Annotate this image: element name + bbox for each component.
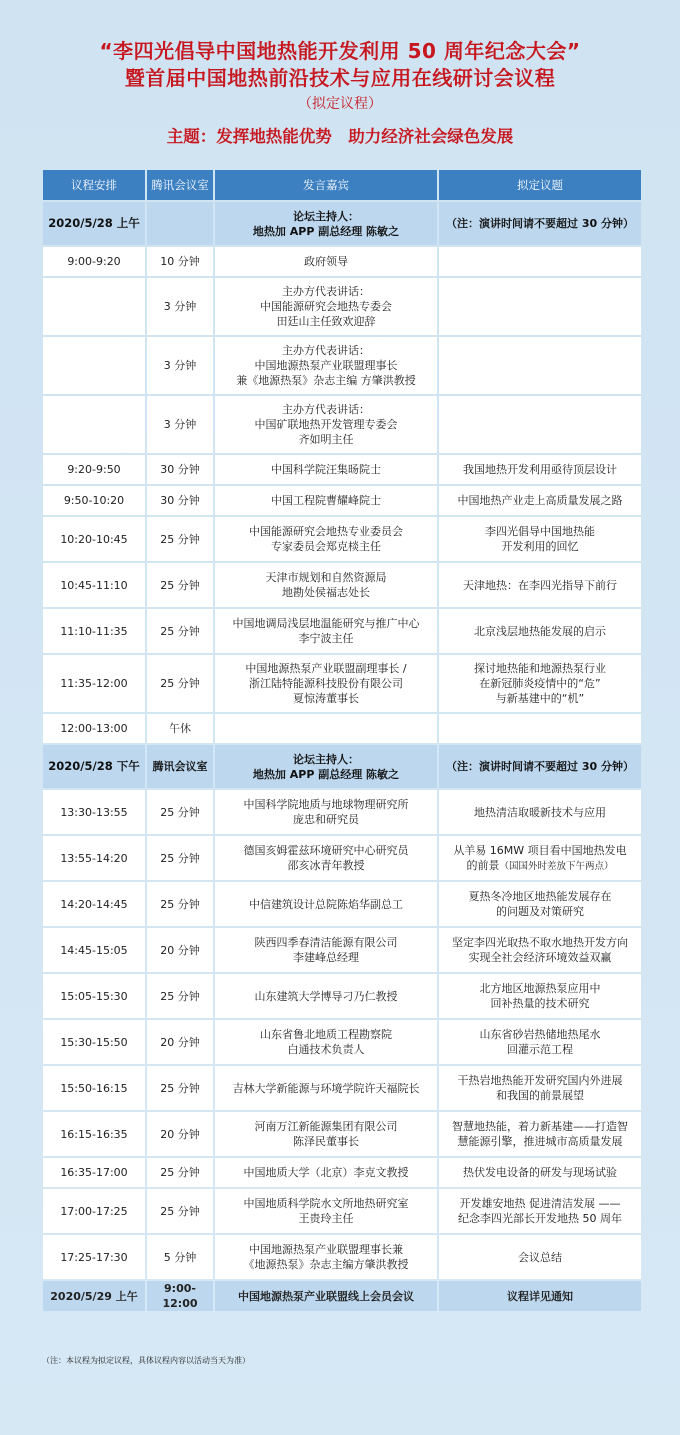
topic-cell <box>439 337 641 394</box>
topic-cell-line: 夏热冬冷地区地热能发展存在 <box>468 890 612 903</box>
agenda-row <box>43 882 641 926</box>
speaker-cell-line: 山东建筑大学博导刁乃仁教授 <box>254 989 398 1003</box>
duration-cell: 25 分钟 <box>147 517 213 561</box>
topic-cell-line: 热伏发电设备的研发与现场试验 <box>463 1166 617 1179</box>
speaker-cell-line: 浙江陆特能源科技股份有限公司 <box>249 677 403 690</box>
agenda-theme: 主题：发挥地热能优势 助力经济社会绿色发展 <box>166 127 514 146</box>
agenda-row <box>43 563 641 607</box>
speaker-cell-line: 地勘处侯福志处长 <box>282 586 370 599</box>
session-note: （注：演讲时间请不要超过 30 分钟） <box>439 202 641 245</box>
agenda-row <box>43 1112 641 1156</box>
speaker-cell-line: 中国科学院汪集旸院士 <box>271 463 381 476</box>
speaker-cell-line: 主办方代表讲话： <box>282 344 370 357</box>
speaker-cell <box>215 836 437 880</box>
duration-cell: 25 分钟 <box>147 1158 213 1187</box>
time-cell: 11:10-11:35 <box>43 609 145 653</box>
topic-cell <box>439 1112 641 1156</box>
topic-cell-line: 纪念李四光部长开发地热 50 周年 <box>458 1212 622 1225</box>
speaker-cell-line: 中国地调局浅层地温能研究与推广中心 <box>232 617 420 630</box>
topic-cell-line: 北京浅层地热能发展的启示 <box>474 624 606 638</box>
topic-cell-line: 干热岩地热能开发研究国内外进展 <box>457 1074 623 1087</box>
agenda-row <box>43 714 641 743</box>
column-header-topic: 拟定议题 <box>439 170 641 200</box>
topic-cell-line: 中国地热产业走上高质量发展之路 <box>457 494 623 507</box>
topic-cell-remark: （国国外时差放下午两点） <box>499 860 614 872</box>
topic-cell-line: 我国地热开发利用亟待顶层设计 <box>463 463 617 476</box>
topic-cell-line: 开发利用的回忆 <box>501 540 579 553</box>
session-date: 2020/5/28 上午 <box>43 202 145 245</box>
topic-cell-line: 慧能源引擎，推进城市高质量发展 <box>457 1135 623 1148</box>
topic-cell-line: 山东省砂岩热储地热尾水 <box>479 1028 601 1041</box>
speaker-cell-line: 中国地质科学院水文所地热研究室 <box>243 1197 409 1210</box>
session-note: （注：演讲时间请不要超过 30 分钟） <box>439 745 641 788</box>
time-cell <box>43 396 145 453</box>
topic-cell-line: 地热清洁取暖新技术与应用 <box>474 805 606 819</box>
speaker-cell <box>215 790 437 834</box>
topic-cell <box>439 1020 641 1064</box>
topic-cell-line: 探讨地热能和地源热泵行业 <box>474 662 606 675</box>
topic-cell <box>439 563 641 607</box>
duration-cell: 5 分钟 <box>147 1235 213 1279</box>
topic-cell <box>439 396 641 453</box>
speaker-cell <box>215 1189 437 1233</box>
topic-cell <box>439 1066 641 1110</box>
speaker-cell <box>215 455 437 484</box>
speaker-cell-line: 天津市规划和自然资源局 <box>265 571 387 584</box>
topic-cell-line: 李四光倡导中国地热能 <box>485 525 595 538</box>
duration-cell: 25 分钟 <box>147 609 213 653</box>
topic-cell-line: 从羊易 16MW 项目看中国地热发电 <box>453 843 627 857</box>
topic-cell-line: 实现全社会经济环境效益双赢 <box>468 951 612 964</box>
speaker-cell-line: 陕西四季春清洁能源有限公司 <box>254 936 398 949</box>
topic-cell <box>439 974 641 1018</box>
topic-cell-line: 天津地热：在李四光指导下前行 <box>463 578 617 592</box>
agenda-subtitle: （拟定议程） <box>298 96 382 112</box>
title-line-1: “李四光倡导中国地热能开发利用 50 周年纪念大会” <box>99 39 581 63</box>
agenda-row <box>43 337 641 394</box>
speaker-cell-line: 中国能源研究会地热专委会 <box>260 300 392 313</box>
agenda-row <box>43 655 641 712</box>
time-cell: 13:30-13:55 <box>43 790 145 834</box>
column-header-room: 腾讯会议室 <box>147 170 213 200</box>
speaker-cell-line: 田廷山主任致欢迎辞 <box>276 315 376 328</box>
topic-cell <box>439 882 641 926</box>
agenda-row <box>43 609 641 653</box>
speaker-cell-line: 白通技术负责人 <box>287 1043 365 1056</box>
agenda-row <box>43 836 641 880</box>
host-label: 论坛主持人： <box>293 752 359 766</box>
time-cell: 15:50-16:15 <box>43 1066 145 1110</box>
speaker-cell-line: 山东省鲁北地质工程勘察院 <box>260 1028 392 1041</box>
speaker-cell-line: 河南万江新能源集团有限公司 <box>254 1120 398 1133</box>
duration-cell: 30 分钟 <box>147 455 213 484</box>
session-room <box>147 202 213 245</box>
agenda-header <box>0 0 680 148</box>
duration-cell: 25 分钟 <box>147 836 213 880</box>
topic-cell <box>439 486 641 515</box>
agenda-row <box>43 278 641 335</box>
speaker-cell-line: 中国地源热泵产业联盟副理事长 / <box>245 662 407 675</box>
speaker-cell-line: 德国亥姆霍兹环境研究中心研究员 <box>243 844 409 857</box>
duration-cell: 20 分钟 <box>147 1112 213 1156</box>
duration-cell: 25 分钟 <box>147 1066 213 1110</box>
speaker-cell <box>215 1235 437 1279</box>
speaker-cell <box>215 974 437 1018</box>
speaker-cell <box>215 1066 437 1110</box>
topic-cell-line: 开发雄安地热 促进清洁发展 —— <box>459 1197 621 1210</box>
speaker-cell-line: 中国科学院地质与地球物理研究所 <box>243 798 409 811</box>
duration-cell: 25 分钟 <box>147 563 213 607</box>
speaker-cell-line: 《地源热泵》杂志主编方肇洪教授 <box>243 1258 409 1271</box>
host-name: 地热加 APP 副总经理 陈敏之 <box>252 767 400 781</box>
session-room: 腾讯会议室 <box>147 745 213 788</box>
topic-cell <box>439 1189 641 1233</box>
duration-cell: 30 分钟 <box>147 486 213 515</box>
agenda-row <box>43 517 641 561</box>
speaker-cell-line: 中国地源热泵产业联盟理事长 <box>254 359 398 372</box>
time-cell: 16:35-17:00 <box>43 1158 145 1187</box>
time-cell: 9:20-9:50 <box>43 455 145 484</box>
speaker-cell-line: 政府领导 <box>304 255 348 268</box>
time-cell: 12:00-13:00 <box>43 714 145 743</box>
time-cell: 11:35-12:00 <box>43 655 145 712</box>
column-header-speaker: 发言嘉宾 <box>215 170 437 200</box>
speaker-cell-line: 中国矿联地热开发管理专委会 <box>254 418 398 431</box>
speaker-cell-line: 主办方代表讲话： <box>282 285 370 298</box>
speaker-cell-line: 中国地质大学（北京）李克文教授 <box>243 1166 409 1179</box>
table-header-row <box>43 170 641 200</box>
speaker-cell-line: 李建峰总经理 <box>293 951 359 964</box>
time-cell: 14:20-14:45 <box>43 882 145 926</box>
topic-cell <box>439 517 641 561</box>
duration-cell: 20 分钟 <box>147 1020 213 1064</box>
duration-cell: 3 分钟 <box>147 278 213 335</box>
footnote: （注：本议程为拟定议程，具体议程内容以活动当天为准） <box>42 1356 250 1365</box>
speaker-cell <box>215 1112 437 1156</box>
final-date: 2020/5/29 上午 <box>43 1281 145 1311</box>
speaker-cell-line: 中信建筑设计总院陈焰华副总工 <box>249 897 403 911</box>
session-row-afternoon <box>43 745 641 788</box>
time-cell: 17:00-17:25 <box>43 1189 145 1233</box>
time-cell <box>43 337 145 394</box>
agenda-table <box>41 168 643 1313</box>
final-time: 9:00-12:00 <box>147 1281 213 1311</box>
topic-cell-line: 会议总结 <box>518 1250 562 1264</box>
topic-cell-line: 回补热量的技术研究 <box>490 997 590 1010</box>
time-cell: 13:55-14:20 <box>43 836 145 880</box>
topic-cell-line: 与新基建中的“机” <box>495 692 585 705</box>
time-cell: 17:25-17:30 <box>43 1235 145 1279</box>
final-topic: 议程详见通知 <box>439 1281 641 1311</box>
title-line-2: 暨首届中国地热前沿技术与应用在线研讨会议程 <box>124 66 556 90</box>
topic-cell-line: 北方地区地源热泵应用中 <box>479 982 601 995</box>
time-cell: 15:30-15:50 <box>43 1020 145 1064</box>
speaker-cell-line: 主办方代表讲话： <box>282 403 370 416</box>
speaker-cell-line: 齐如明主任 <box>298 433 354 446</box>
duration-cell: 25 分钟 <box>147 1189 213 1233</box>
topic-cell <box>439 714 641 743</box>
session-row-morning <box>43 202 641 245</box>
speaker-cell-line: 兼《地源热泵》杂志主编 方肇洪教授 <box>236 374 416 387</box>
host-label: 论坛主持人： <box>293 209 359 223</box>
topic-cell-line: 和我国的前景展望 <box>496 1089 584 1102</box>
topic-cell <box>439 247 641 276</box>
agenda-row <box>43 928 641 972</box>
speaker-cell <box>215 486 437 515</box>
agenda-row <box>43 790 641 834</box>
speaker-cell-line: 王贵玲主任 <box>298 1212 354 1225</box>
agenda-row <box>43 1189 641 1233</box>
speaker-cell <box>215 882 437 926</box>
time-cell: 16:15-16:35 <box>43 1112 145 1156</box>
duration-cell: 10 分钟 <box>147 247 213 276</box>
agenda-row <box>43 1066 641 1110</box>
speaker-cell <box>215 609 437 653</box>
topic-cell <box>439 278 641 335</box>
topic-cell-line: 在新冠肺炎疫情中的“危” <box>479 677 601 690</box>
topic-cell-line: 的前景（国国外时差放下午两点） <box>466 858 614 872</box>
final-speaker: 中国地源热泵产业联盟线上会员会议 <box>215 1281 437 1311</box>
topic-cell <box>439 928 641 972</box>
speaker-cell-line: 中国能源研究会地热专业委员会 <box>249 525 403 538</box>
speaker-cell <box>215 563 437 607</box>
session-date: 2020/5/28 下午 <box>43 745 145 788</box>
session-host <box>215 745 437 788</box>
topic-cell <box>439 655 641 712</box>
duration-cell: 25 分钟 <box>147 790 213 834</box>
topic-cell-line: 坚定李四光取热不取水地热开发方向 <box>452 936 628 949</box>
speaker-cell-line: 中国工程院曹耀峰院士 <box>271 494 381 507</box>
topic-cell-line: 智慧地热能，着力新基建——打造智 <box>452 1120 628 1133</box>
topic-cell <box>439 1235 641 1279</box>
time-cell <box>43 278 145 335</box>
agenda-row <box>43 1235 641 1279</box>
speaker-cell-line: 邵亥冰青年教授 <box>287 859 365 872</box>
time-cell: 10:45-11:10 <box>43 563 145 607</box>
speaker-cell-line: 专家委员会郑克棪主任 <box>271 540 381 553</box>
speaker-cell <box>215 517 437 561</box>
time-cell: 15:05-15:30 <box>43 974 145 1018</box>
topic-cell <box>439 455 641 484</box>
duration-cell: 25 分钟 <box>147 655 213 712</box>
agenda-row <box>43 1020 641 1064</box>
speaker-cell-line: 吉林大学新能源与环境学院许天福院长 <box>232 1081 420 1095</box>
duration-cell: 午休 <box>147 714 213 743</box>
time-cell: 9:00-9:20 <box>43 247 145 276</box>
speaker-cell <box>215 396 437 453</box>
speaker-cell <box>215 337 437 394</box>
speaker-cell-line: 庞忠和研究员 <box>293 813 359 826</box>
topic-cell-line: 的问题及对策研究 <box>496 905 584 918</box>
duration-cell: 20 分钟 <box>147 928 213 972</box>
agenda-row <box>43 396 641 453</box>
topic-cell <box>439 609 641 653</box>
agenda-row <box>43 1158 641 1187</box>
topic-cell-line: 回灌示范工程 <box>507 1043 573 1056</box>
topic-cell <box>439 836 641 880</box>
agenda-row <box>43 486 641 515</box>
speaker-cell-line: 夏惊涛董事长 <box>293 692 359 705</box>
duration-cell: 3 分钟 <box>147 337 213 394</box>
topic-cell <box>439 790 641 834</box>
speaker-cell <box>215 1020 437 1064</box>
speaker-cell <box>215 1158 437 1187</box>
speaker-cell <box>215 714 437 743</box>
duration-cell: 25 分钟 <box>147 974 213 1018</box>
speaker-cell <box>215 278 437 335</box>
speaker-cell-line: 中国地源热泵产业联盟理事长兼 <box>249 1243 403 1256</box>
session-host <box>215 202 437 245</box>
time-cell: 9:50-10:20 <box>43 486 145 515</box>
duration-cell: 25 分钟 <box>147 882 213 926</box>
speaker-cell-line: 陈泽民董事长 <box>293 1135 359 1148</box>
duration-cell: 3 分钟 <box>147 396 213 453</box>
topic-cell <box>439 1158 641 1187</box>
host-name: 地热加 APP 副总经理 陈敏之 <box>252 224 400 238</box>
final-row <box>43 1281 641 1311</box>
speaker-cell <box>215 247 437 276</box>
speaker-cell <box>215 655 437 712</box>
agenda-row <box>43 455 641 484</box>
time-cell: 14:45-15:05 <box>43 928 145 972</box>
time-cell: 10:20-10:45 <box>43 517 145 561</box>
speaker-cell-line: 李宁波主任 <box>298 632 354 645</box>
column-header-schedule: 议程安排 <box>43 170 145 200</box>
speaker-cell <box>215 928 437 972</box>
agenda-row <box>43 974 641 1018</box>
agenda-row <box>43 247 641 276</box>
